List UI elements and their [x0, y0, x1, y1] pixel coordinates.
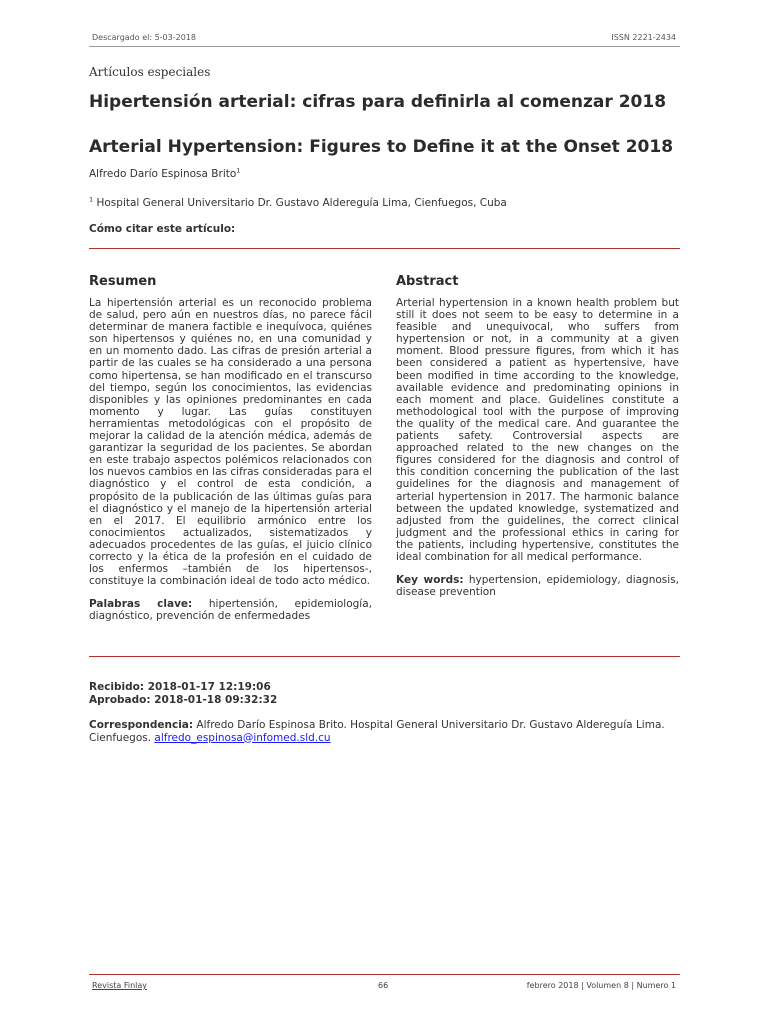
author-sup: 1 — [236, 166, 241, 175]
page-number: 66 — [378, 981, 389, 990]
issn: ISSN 2221-2434 — [611, 33, 676, 42]
abstract-keywords-text: hypertension, epidemiology, diagnosis, disease prevention — [396, 574, 679, 599]
download-date: Descargado el: 5-03-2018 — [92, 33, 196, 42]
affiliation-text: Hospital General Universitario Dr. Gustavo Aldereguía Lima, Cienfuegos, Cuba — [96, 197, 507, 209]
correspondence — [89, 719, 680, 744]
cite-label: Cómo citar este artículo: — [89, 223, 236, 235]
author-name: Alfredo Darío Espinosa Brito — [89, 168, 237, 180]
resumen-keywords — [89, 598, 372, 622]
bottom-red-divider — [89, 656, 680, 657]
title-english: Arterial Hypertension: Figures to Define it at the Onset 2018 — [89, 137, 674, 157]
title-spanish: Hipertensión arterial: cifras para definirla al comenzar 2018 — [89, 92, 667, 112]
header-divider — [89, 46, 680, 47]
journal-link[interactable]: Revista Finlay — [92, 981, 147, 990]
section-label: Artículos especiales — [89, 65, 211, 79]
resumen-column — [89, 297, 372, 622]
correspondence-label: Correspondencia: — [89, 719, 194, 731]
resumen-heading: Resumen — [89, 274, 157, 289]
resumen-body: La hipertensión arterial es un reconocido problema de salud, pero aún en nuestros días, no parece fácil determinar de manera factible e inequívoca, quiénes son hipertensos y quiénes no, en una comunidad y en un momento dado. Las cifras de presión arterial a partir de las cuales se ha considerado a una persona como hipertensa, se han modificado en el transcurso del tiempo, según los conocimientos, las evidencias disponibles y las opiniones predominantes en cada momento y lugar. Las guías constituyen herramientas metodológicas con el propósito de mejorar la calidad de la atención médica, además de garantizar la seguridad de los pacientes. Se abordan en este trabajo aspectos polémicos relacionados con los nuevos cambios en las cifras consideradas para el diagnóstico y el control de esta condición, a propósito de la publicación de las últimas guías para el diagnóstico y el manejo de la hipertensión arterial en el 2017. El equilibrio armónico entre los conocimientos actualizados, sistematizados y adecuados procedentes de las guías, el juicio clínico correcto y la ética de la profesión en el cuidado de los enfermos –también de los hipertensos-, constituye la combinación ideal de todo acto médico. — [89, 297, 372, 588]
affiliation — [89, 197, 507, 209]
resumen-keywords-label: Palabras clave: — [89, 598, 193, 611]
footer-divider — [89, 974, 680, 975]
correspondence-text: Alfredo Darío Espinosa Brito. Hospital General Universitario Dr. Gustavo Aldereguía Lima. Cienfuegos. — [89, 719, 665, 744]
top-red-divider — [89, 248, 680, 249]
approved-date: Aprobado: 2018-01-18 09:32:32 — [89, 694, 278, 706]
affiliation-sup: 1 — [89, 195, 94, 204]
abstract-keywords — [396, 574, 679, 598]
abstract-column — [396, 297, 679, 598]
abstract-keywords-label: Key words: — [396, 574, 464, 587]
resumen-keywords-text: hipertensión, epidemiología, diagnóstico, prevención de enfermedades — [89, 598, 372, 623]
author-line — [89, 168, 240, 180]
abstract-heading: Abstract — [396, 274, 459, 289]
received-date: Recibido: 2018-01-17 12:19:06 — [89, 681, 271, 693]
abstract-body: Arterial hypertension in a known health problem but still it does not seem to be easy to determine in a feasible and unequivocal, who suffers from hypertension or not, in a community at a given moment. Blood pressure figures, from which it has been considered a patient as hypertensive, have been modified in time according to the knowledge, available evidence and predominating opinions in each moment and place. Guidelines constitute a methodological tool with the purpose of improving the quality of the medical care. And guarantee the patients safety. Controversial aspects are approached related to the new changes on the figures considered for the diagnosis and control of this condition concerning the publication of the last guidelines for the diagnosis and management of arterial hypertension in 2017. The harmonic balance between the updated knowledge, systematized and adjusted from the guidelines, the correct clinical judgment and the professional ethics in caring for the patients, including hypertensive, constitutes the ideal combination for all medical performance. — [396, 297, 679, 563]
issue-info: febrero 2018 | Volumen 8 | Numero 1 — [526, 981, 676, 990]
correspondence-email-link[interactable]: alfredo_espinosa@infomed.sld.cu — [154, 731, 331, 744]
